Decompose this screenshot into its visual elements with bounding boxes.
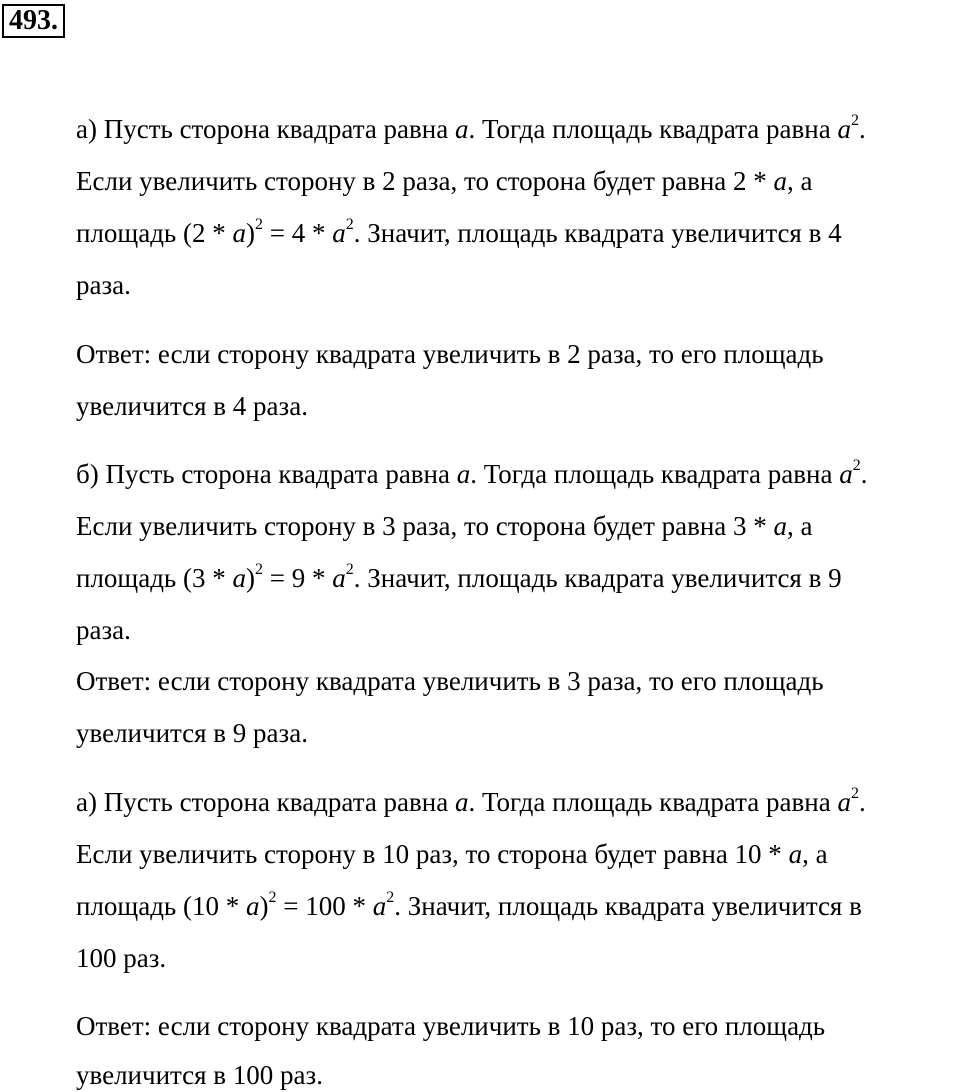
text: ) (246, 218, 255, 248)
part-c-line-3 (76, 889, 862, 923)
text: . Тогда площадь квадрата равна (468, 787, 838, 817)
text: увеличится в 9 раза. (76, 718, 308, 748)
text: б) Пусть сторона квадрата равна (76, 459, 457, 489)
text: Ответ: если сторону квадрата увеличить в 10 раз, то его площадь (76, 1011, 826, 1041)
part-a-line-1 (76, 112, 866, 146)
part-c-line-2 (76, 837, 828, 871)
text: Если увеличить сторону в 2 раза, то сторона будет равна 2 * (76, 166, 774, 196)
part-b-line-4 (76, 613, 131, 647)
exponent: 2 (345, 216, 354, 233)
text: площадь (3 * (76, 563, 233, 593)
exponent: 2 (268, 889, 277, 906)
variable: a (837, 787, 851, 817)
variable: a (773, 166, 788, 196)
exponent: 2 (850, 785, 859, 802)
text: , а (787, 166, 813, 196)
exponent: 2 (386, 889, 395, 906)
text: ) (246, 563, 255, 593)
part-b-line-1 (76, 457, 867, 491)
variable: a (454, 114, 469, 144)
text: увеличится в 4 раза. (76, 391, 308, 421)
part-b-answer-line-1 (76, 664, 824, 698)
text: . (858, 114, 866, 144)
text: Ответ: если сторону квадрата увеличить в 3 раза, то его площадь (76, 666, 824, 696)
part-a-answer-line-2 (76, 389, 308, 423)
part-c-answer-line-2 (76, 1058, 323, 1092)
part-a-answer-line-1 (76, 337, 824, 371)
text: = 9 * (263, 563, 333, 593)
variable: a (788, 839, 803, 869)
variable: a (332, 218, 346, 248)
text: площадь (10 * (76, 891, 246, 921)
part-c-line-4 (76, 941, 166, 975)
text: а) Пусть сторона квадрата равна (76, 787, 455, 817)
part-a-line-2 (76, 164, 813, 198)
text: = 4 * (263, 218, 333, 248)
text: . (858, 787, 866, 817)
part-c-answer-line-1 (76, 1009, 825, 1043)
text: . Тогда площадь квадрата равна (468, 114, 838, 144)
exponent: 2 (255, 216, 263, 233)
problem-number: 493. (2, 4, 65, 38)
text: Если увеличить сторону в 3 раза, то сторона будет равна 3 * (76, 511, 774, 541)
part-a-line-4 (76, 268, 131, 302)
text: . Значит, площадь квадрата увеличится в 4 (353, 218, 842, 248)
text: . Значит, площадь квадрата увеличится в (394, 891, 862, 921)
text: , а (802, 839, 828, 869)
text: ) (259, 891, 269, 921)
text: увеличится в 100 раз. (76, 1060, 323, 1090)
part-b-line-2 (76, 509, 813, 543)
exponent: 2 (345, 561, 354, 578)
text: 100 раз. (76, 943, 167, 973)
exponent: 2 (850, 112, 859, 129)
text: , а (787, 511, 813, 541)
text: раза. (76, 270, 131, 300)
text: . Тогда площадь квадрата равна (470, 459, 840, 489)
text: . Значит, площадь квадрата увеличится в 9 (353, 563, 842, 593)
variable: a (232, 218, 246, 248)
variable: a (246, 891, 260, 921)
variable: a (773, 511, 788, 541)
variable: a (837, 114, 851, 144)
text: Если увеличить сторону в 10 раз, то сторона будет равна 10 * (76, 839, 789, 869)
variable: a (332, 563, 346, 593)
part-b-answer-line-2 (76, 716, 308, 750)
text: раза. (76, 615, 131, 645)
text: . (860, 459, 868, 489)
variable: a (454, 787, 469, 817)
variable: a (232, 563, 246, 593)
variable: a (456, 459, 471, 489)
part-c-line-1 (76, 785, 866, 819)
part-b-line-3 (76, 561, 842, 595)
variable: a (372, 891, 387, 921)
text: а) Пусть сторона квадрата равна (76, 114, 455, 144)
text: = 100 * (276, 891, 373, 921)
text: площадь (2 * (76, 218, 233, 248)
variable: a (839, 459, 853, 489)
exponent: 2 (852, 457, 861, 474)
text: Ответ: если сторону квадрата увеличить в 2 раза, то его площадь (76, 339, 824, 369)
exponent: 2 (255, 561, 263, 578)
part-a-line-3 (76, 216, 842, 250)
